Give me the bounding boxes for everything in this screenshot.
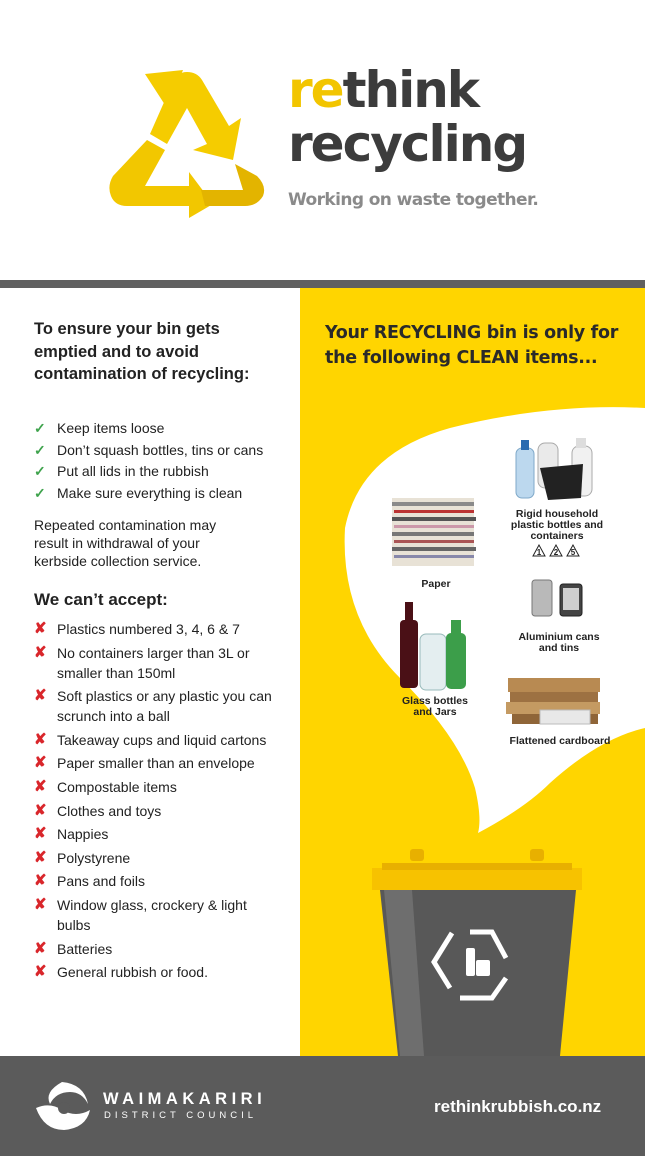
rejected-item-text: Compostable items bbox=[57, 778, 177, 795]
tip-text: Put all lids in the rubbish bbox=[57, 463, 209, 479]
check-icon: ✓ bbox=[34, 484, 46, 501]
council-logo-icon bbox=[30, 1078, 94, 1134]
list-item bbox=[34, 483, 284, 505]
accepted-items-panel bbox=[300, 288, 645, 1056]
plastic-bottles-icon bbox=[516, 438, 592, 500]
rejected-items-list bbox=[34, 619, 284, 986]
rejected-item-text: No containers larger than 3L or smaller than 150ml bbox=[57, 644, 250, 681]
brand-word1: think bbox=[342, 61, 479, 119]
check-icon: ✓ bbox=[34, 463, 46, 479]
cardboard-caption: Flattened cardboard bbox=[509, 735, 611, 747]
paper-caption: Paper bbox=[421, 578, 451, 590]
rejected-item-text: General rubbish or food. bbox=[57, 964, 208, 981]
council-name: WAIMAKARIRI bbox=[103, 1090, 267, 1108]
contamination-warning: Repeated contamination may result in withdrawal of your kerbside collection service. bbox=[34, 517, 217, 569]
header-divider bbox=[0, 280, 645, 288]
brand-name-line2: recycling bbox=[288, 115, 527, 173]
tip-text: Keep items loose bbox=[57, 420, 165, 436]
website-link[interactable]: rethinkrubbish.co.nz bbox=[434, 1097, 602, 1116]
list-item bbox=[34, 801, 284, 821]
speech-bubble bbox=[345, 407, 645, 833]
list-item bbox=[34, 418, 284, 440]
rejected-item-text: Batteries bbox=[57, 940, 113, 957]
brand-name-line1 bbox=[288, 62, 478, 118]
paper-stack-icon bbox=[392, 498, 476, 566]
tip-text: Make sure everything is clean bbox=[57, 484, 243, 501]
list-item bbox=[34, 824, 284, 844]
list-item bbox=[34, 895, 284, 935]
rejected-item-text: Takeaway cups and liquid cartons bbox=[57, 731, 267, 748]
list-item bbox=[34, 871, 284, 891]
list-item bbox=[34, 686, 284, 726]
cardboard-icon bbox=[506, 678, 600, 724]
cross-icon: ✘ bbox=[34, 777, 47, 795]
cross-icon: ✘ bbox=[34, 687, 47, 705]
cross-icon: ✘ bbox=[34, 939, 47, 957]
list-item bbox=[34, 777, 284, 797]
intro-heading: To ensure your bin gets emptied and to avoid contamination of recycling: bbox=[34, 320, 250, 383]
list-item bbox=[34, 939, 284, 959]
cross-icon: ✘ bbox=[34, 801, 47, 819]
aluminium-caption: Aluminium cans and tins bbox=[518, 631, 600, 654]
plastic-code-5: 5 bbox=[570, 548, 576, 557]
recycle-logo-icon bbox=[105, 68, 270, 218]
cross-icon: ✘ bbox=[34, 963, 47, 981]
rejected-item-text: Paper smaller than an envelope bbox=[57, 755, 255, 772]
tip-text: Don’t squash bottles, tins or cans bbox=[57, 441, 264, 458]
cross-icon: ✘ bbox=[34, 895, 47, 913]
rejected-item-text: Soft plastics or any plastic you can scrunch into a ball bbox=[57, 688, 272, 725]
cross-icon: ✘ bbox=[34, 825, 47, 843]
check-icon: ✓ bbox=[34, 420, 46, 436]
recycling-bin-icon bbox=[372, 849, 582, 1056]
cant-accept-heading: We can’t accept: bbox=[34, 590, 168, 609]
cross-icon: ✘ bbox=[34, 620, 47, 637]
plastic-caption: Rigid household plastic bottles and containers bbox=[510, 508, 604, 542]
cross-icon: ✘ bbox=[34, 848, 47, 866]
rejected-item-text: Nappies bbox=[57, 826, 109, 843]
list-item bbox=[34, 962, 284, 982]
guidelines-panel bbox=[0, 288, 300, 1056]
list-item bbox=[34, 619, 284, 639]
plastic-code-1: 1 bbox=[536, 548, 542, 557]
list-item bbox=[34, 753, 284, 773]
cross-icon: ✘ bbox=[34, 754, 47, 772]
tagline: Working on waste together. bbox=[288, 190, 539, 210]
cross-icon: ✘ bbox=[34, 730, 47, 748]
tips-list bbox=[34, 418, 284, 504]
list-item bbox=[34, 643, 284, 683]
accepted-heading: Your RECYCLING bin is only for the following CLEAN items... bbox=[325, 323, 619, 368]
rejected-item-text: Pans and foils bbox=[57, 873, 145, 890]
rejected-item-text: Polystyrene bbox=[57, 849, 131, 866]
rejected-item-text: Clothes and toys bbox=[57, 802, 162, 819]
list-item bbox=[34, 848, 284, 868]
cross-icon: ✘ bbox=[34, 643, 47, 661]
list-item bbox=[34, 730, 284, 750]
plastic-code-2: 2 bbox=[553, 548, 559, 557]
footer bbox=[0, 1056, 645, 1156]
rejected-item-text: Window glass, crockery & light bulbs bbox=[57, 896, 247, 933]
list-item bbox=[34, 461, 284, 483]
check-icon: ✓ bbox=[34, 441, 46, 458]
bin-illustration bbox=[300, 288, 645, 1056]
glass-caption: Glass bottles and Jars bbox=[402, 695, 468, 718]
cross-icon: ✘ bbox=[34, 872, 47, 890]
council-subtitle: DISTRICT COUNCIL bbox=[104, 1110, 258, 1121]
header bbox=[0, 0, 645, 280]
list-item bbox=[34, 440, 284, 462]
brand-highlight: re bbox=[288, 61, 343, 119]
rejected-item-text: Plastics numbered 3, 4, 6 & 7 bbox=[57, 621, 240, 637]
